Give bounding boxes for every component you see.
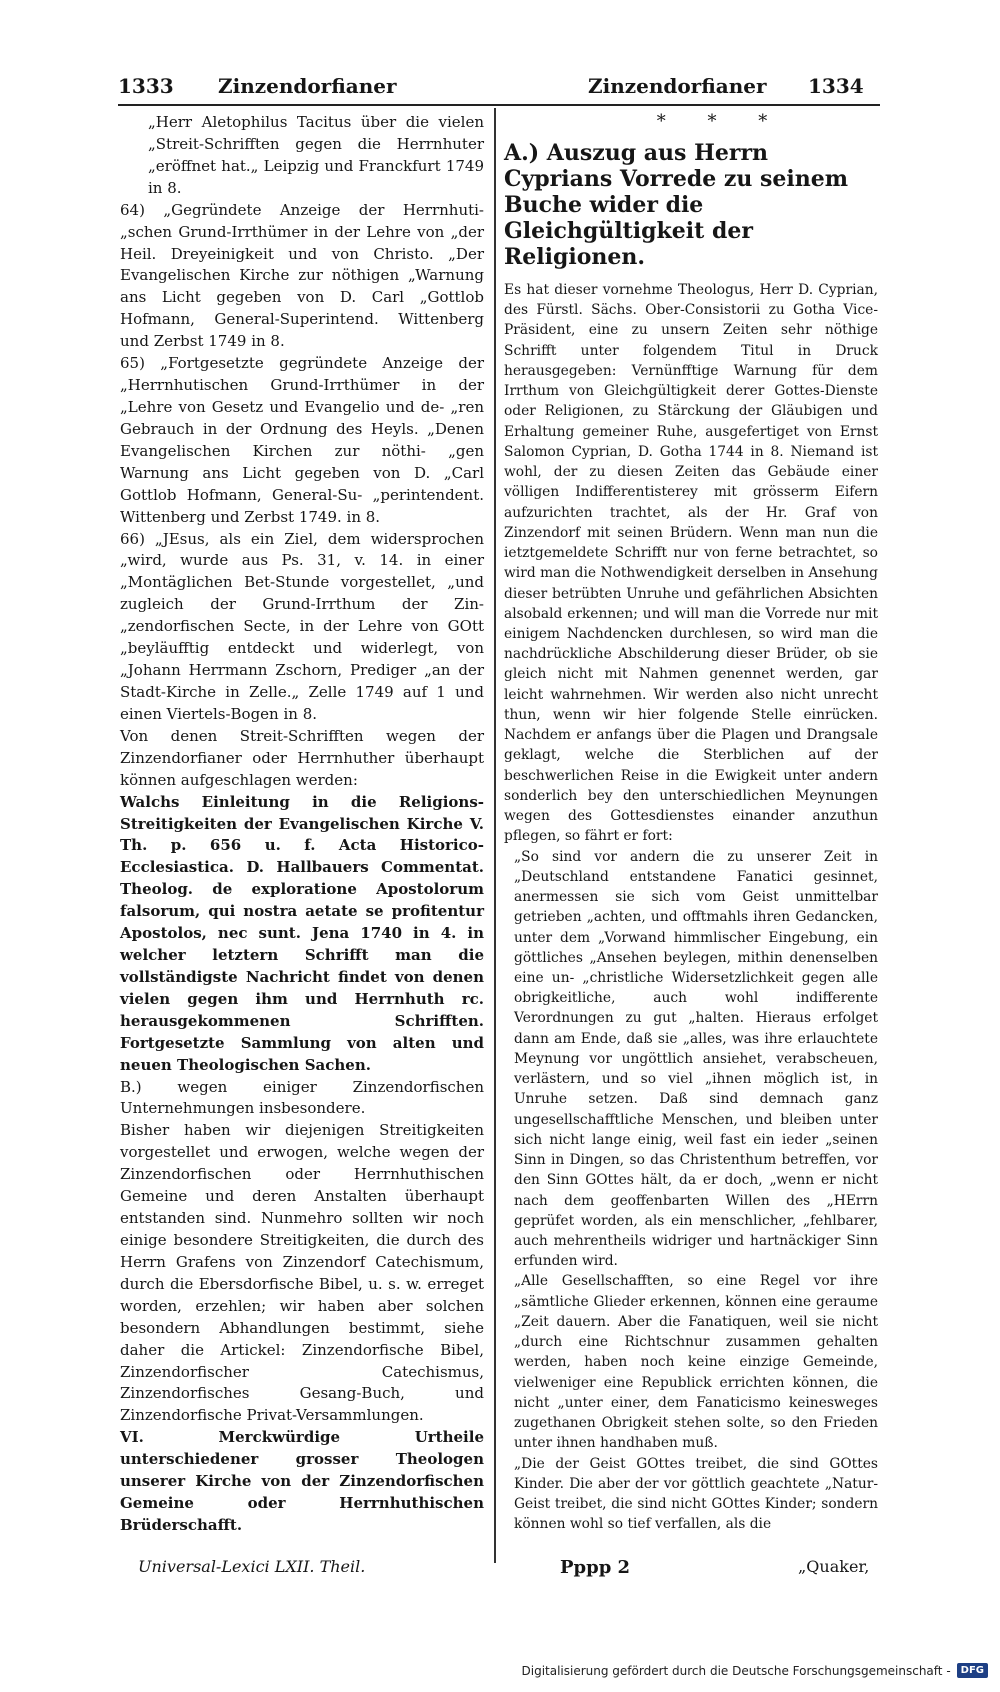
column-divider xyxy=(494,108,496,1563)
credit-text: Digitalisierung gefördert durch die Deutsche Forschungsgemeinschaft - xyxy=(521,1663,951,1678)
left-column xyxy=(120,112,484,1537)
dfg-logo-icon: DFG xyxy=(957,1663,988,1678)
footer-catchword: „Quaker, xyxy=(798,1557,870,1576)
entry-continuation: „Herr Aletophilus Tacitus über die vielen „Streit-Schrifften gegen die Herrnhuter „eröffnet hat.„ Leipzig und Franckfurt 1749 in 8. xyxy=(148,113,484,197)
general-paragraph: Von denen Streit-Schrifften wegen der Zinzendorfianer oder Herrnhuther überhaupt können aufgeschlagen werden: xyxy=(120,726,484,789)
ornament-stars: * * * xyxy=(656,111,786,132)
footer-signature: Pppp 2 xyxy=(560,1557,631,1578)
digitization-credit xyxy=(522,1663,989,1678)
right-running-title: Zinzendorfianer xyxy=(588,74,767,98)
reference-list: Walchs Einleitung in die Religions-Streitigkeiten der Evangelischen Kirche V. Th. p. 656 u. f. Acta Historico-Ecclesiastica. D. Hallbauers Commentat. Theolog. de exploratione Apostolorum falsorum, qui nostra aetate se profitentur Apostolos, nec sunt. Jena 1740 in 4. in welcher letztern Schrifft man die vollständigste Nachricht findet von denen vielen gegen ihm und Herrnhuth rc. herausgekommenen Schrifften. Fortgesetzte Sammlung von alten und neuen Theologischen Sachen. xyxy=(120,792,484,1074)
running-header xyxy=(118,70,880,100)
section-vi-heading: VI. Merckwürdige Urtheile unterschiedener grosser Theologen unserer Kirche von der Zinzendorfischen Gemeine oder Herrnhuthischen Brüderschafft. xyxy=(120,1428,484,1534)
left-running-title: Zinzendorfianer xyxy=(218,74,397,98)
section-a-title: A.) Auszug aus Herrn Cyprians Vorrede zu seinem Buche wider die Gleichgültigkeit der Religionen. xyxy=(504,140,849,270)
intro-paragraph: Es hat dieser vornehme Theologus, Herr D. Cyprian, des Fürstl. Sächs. Ober-Consistorii zu Gotha Vice-Präsident, eine zu unsern Zeiten sehr nöthige Schrifft unter folgendem Titul in Druck herausgegeben: Vernünfftige Warnung für dem Irrthum von Gleichgültigkeit derer Gottes-Dienste oder Religionen, zu Stärckung der Gläubigen und Erhaltung gemeiner Ruhe, ausgefertiget von Ernst Salomon Cyprian, D. Gotha 1744 in 8. Niemand ist wohl, der zu diesen Zeiten das Gebäude einer völligen Indifferentisterey mit grösserm Eifern aufzurichten trachtet, als der Hr. Graf von Zinzendorf mit seinen Brüdern. Wenn man nun die ietztgemeldete Schrifft nur von ferne betrachtet, so wird man die Nothwendigkeit derselben in Ansehung dieser betrübten Unruhe und gefährlichen Absichten alsobald erkennen; und will man die Vorrede nur mit einigem Nachdencken durchlesen, so wird man die nachdrückliche Abschilderung dieser Brüder, ob sie gleich nicht mit Nahmen genennet werden, gar leicht wahrnehmen. Wir werden also nicht unrecht thun, wenn wir hier folgende Stelle einrücken. Nachdem er anfangs über die Plagen und Drangsale geklagt, welche die Sterblichen auf der beschwerlichen Reise in die Ewigkeit unter andern sonderlich bey den unterschiedlichen Meynungen wegen des Gottesdienstes einander anzuthun pflegen, so fährt er fort: xyxy=(504,282,878,845)
entry-66: 66) „JEsus, als ein Ziel, dem widersprochen „wird, wurde aus Ps. 31, v. 14. in einer „Montäglichen Bet-Stunde vorgestellet, „und zugleich der Grund-Irrthum der Zin- „zendorfischen Secte, in der Lehre von GOtt „beyläufftig entdeckt und widerlegt, von „Johann Herrmann Zschorn, Prediger „an der Stadt-Kirche in Zelle.„ Zelle 1749 auf 1 und einen Viertels-Bogen in 8. xyxy=(120,529,484,723)
section-b-paragraph: Bisher haben wir diejenigen Streitigkeiten vorgestellet und erwogen, welche wegen der Zinzendorfischen oder Herrnhuthischen Gemeine und deren Anstalten überhaupt entstanden sind. Nunmehro sollten wir noch einige besondere Streitigkeiten, die durch des Herrn Grafens von Zinzendorf Catechismum, durch die Ebersdorfische Bibel, u. s. w. erreget worden, erzehlen; wir haben aber solchen besondern Abhandlungen bestimmt, siehe daher die Artickel: Zinzendorfische Bibel, Zinzendorfischer Catechismus, Zinzendorfisches Gesang-Buch, und Zinzendorfische Privat-Versammlungen. xyxy=(120,1121,484,1425)
quote-paragraph-3: „Die der Geist GOttes treibet, die sind GOttes Kinder. Die aber der vor göttlich geachtete „Natur-Geist treibet, die sind nicht GOttes Kinder; sondern können wohl so tief verfallen, als die xyxy=(514,1455,878,1533)
quote-paragraph-1: „So sind vor andern die zu unserer Zeit in „Deutschland entstandene Fanatici gesinnet, anermessen sie sich vom Geist unmittelbar getrieben „achten, und offtmahls ihren Gedancken, unter dem „Vorwand himmlischer Eingebung, ein göttliches „Ansehen beylegen, mithin denenselben eine un- „christliche Widersetzlichkeit gegen alle obrigkeitliche, auch wohl indifferente Verordnungen zu gut „halten. Hieraus erfolget dann am Ende, daß sie „alles, was ihre erlauchtete Meynung vor ungöttlich ansiehet, verabscheuen, verlästern, und so viel „ihnen möglich ist, in Unruhe setzen. Daß sind demnach ganz ungesellschafftliche Menschen, und bleiben unter sich nicht lange einig, weil fast ein ieder „seinen Sinn in Dingen, so das Christenthum betreffen, vor den Sinn GOttes hält, da er doch, „wenn er nicht nach dem geoffenbarten Willen des „HErrn geprüfet worden, als ein menschlicher, „fehlbarer, auch mehrentheils widriger und hartnäckiger Sinn erfunden wird. xyxy=(514,848,878,1270)
entry-65: 65) „Fortgesetzte gegründete Anzeige der „Herrnhutischen Grund-Irrthümer in der „Lehre von Gesetz und Evangelio und de- „ren Gebrauch in der Ordnung des Heyls. „Denen Evangelischen Kirchen zur nöthi- „gen Warnung ans Licht gegeben von D. „Carl Gottlob Hofmann, General-Su- „perintendent. Wittenberg und Zerbst 1749. in 8. xyxy=(120,354,484,526)
quote-paragraph-2: „Alle Gesellschafften, so eine Regel vor ihre „sämtliche Glieder erkennen, können eine geraume „Zeit dauern. Aber die Fanatiquen, weil sie nicht „durch eine Richtschnur zusammen gehalten werden, haben noch keine einzige Gemeinde, vielweniger eine Republick errichten können, die nicht „unter einer, dem Fanaticismo keinesweges zugethanen Obrigkeit stehen solte, so den Frieden unter ihnen handhaben muß. xyxy=(514,1273,878,1452)
right-column xyxy=(504,112,878,1535)
section-b-heading: B.) wegen einiger Zinzendorfischen Unternehmungen insbesondere. xyxy=(120,1077,484,1118)
footer-volume: Universal-Lexici LXII. Theil. xyxy=(138,1557,366,1576)
left-page-number: 1333 xyxy=(118,74,174,98)
right-page-number: 1334 xyxy=(808,74,864,98)
entry-64: 64) „Gegründete Anzeige der Herrnhuti- „schen Grund-Irrthümer in der Lehre von „der Heil. Dreyeinigkeit und von Christo. „Der Evangelischen Kirche zur nöthigen „Warnung ans Licht gegeben von D. Carl „Gottlob Hofmann, General-Superintend. Wittenberg und Zerbst 1749 in 8. xyxy=(120,200,484,351)
header-rule xyxy=(118,104,880,106)
